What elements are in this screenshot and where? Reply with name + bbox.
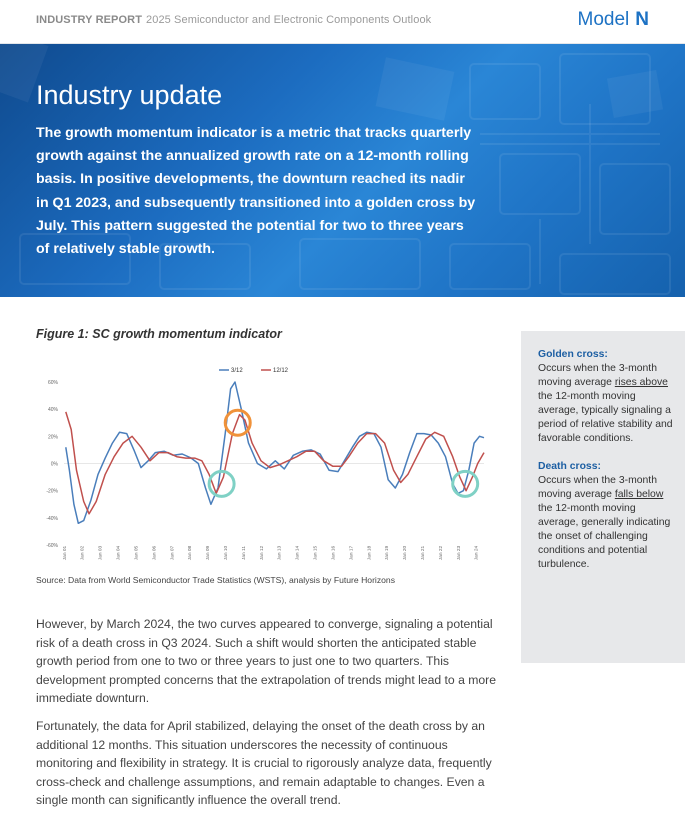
report-title: 2025 Semiconductor and Electronic Components Outlook <box>146 14 432 26</box>
x-tick-label: Jan 16 <box>331 545 337 561</box>
y-tick-label: -60% <box>46 543 58 549</box>
golden-cross-key-phrase: rises above <box>614 377 668 388</box>
y-tick-label: 0% <box>50 461 58 468</box>
x-tick-label: Jan 19 <box>385 545 391 561</box>
x-tick-label: Jan 09 <box>206 545 212 561</box>
legend-label: 12/12 <box>273 368 289 374</box>
golden-cross-text-start: Occurs when the 3-month moving average <box>538 363 657 388</box>
x-tick-label: Jan 21 <box>421 545 426 561</box>
x-tick-label: Jan 18 <box>367 545 373 561</box>
model-n-logo <box>578 9 649 31</box>
x-tick-label: Jan 10 <box>223 545 229 561</box>
x-tick-label: Jan 03 <box>98 545 104 561</box>
logo-letter: N <box>635 9 649 30</box>
death-cross-description <box>538 474 675 572</box>
figure-source: Source: Data from World Semiconductor Trade Statistics (WSTS), analysis by Future Horizons <box>36 575 395 585</box>
y-tick-label: -20% <box>46 488 58 495</box>
death-cross-text-end: the 12-month moving average, generally indicating the onset of challenging conditions and potential turbulence. <box>538 503 671 570</box>
death-cross-key-phrase: falls below <box>614 489 664 500</box>
report-category: INDUSTRY REPORT <box>36 14 143 26</box>
y-tick-label: 60% <box>47 380 58 386</box>
x-tick-label: Jan 02 <box>80 545 86 561</box>
body-paragraph-2: Fortunately, the data for April stabilized, delaying the onset of the death cross by an additional 12 months. This situation underscores the necessity of continuous monitoring and flexibility in strategy. It is crucial to rigorously analyze data, frequently cross-check and challenge assumptions, and remain adaptable to changes. Even a single month can significantly influence the overall trend. <box>36 718 492 808</box>
x-tick-label: Jan 08 <box>188 545 194 561</box>
logo-word: Model <box>577 9 630 30</box>
figure-title: Figure 1: SC growth momentum indicator <box>36 327 282 341</box>
x-tick-label: Jan 20 <box>403 545 409 561</box>
x-tick-label: Jan 01 <box>62 545 68 561</box>
x-tick-label: Jan 22 <box>438 545 444 561</box>
golden-cross-label: Golden cross: <box>538 349 608 360</box>
x-tick-label: Jan 04 <box>116 545 122 561</box>
x-tick-label: Jan 15 <box>313 545 319 561</box>
report-header <box>0 0 685 44</box>
hero-banner <box>0 44 685 297</box>
death-cross-text-start: Occurs when the 3-month moving average <box>538 475 657 500</box>
growth-momentum-chart <box>34 362 489 572</box>
x-tick-label: Jan 05 <box>134 545 140 561</box>
x-tick-label: Jan 12 <box>259 545 265 561</box>
x-tick-label: Jan 07 <box>170 545 176 561</box>
y-tick-label: 20% <box>47 434 58 441</box>
body-text <box>36 615 498 819</box>
y-tick-label: -40% <box>46 515 58 522</box>
x-tick-label: Jan 14 <box>295 545 301 561</box>
x-tick-label: Jan 11 <box>241 545 247 561</box>
series-line-three-month <box>66 382 484 523</box>
y-tick-label: 40% <box>47 407 58 414</box>
report-label <box>36 14 431 26</box>
legend-label: 3/12 <box>231 368 243 374</box>
page-title: Industry update <box>36 80 223 110</box>
x-tick-label: Jan 06 <box>152 545 158 561</box>
x-tick-label: Jan 23 <box>456 545 462 561</box>
death-cross-label: Death cross: <box>538 461 601 472</box>
hero-paragraph: The growth momentum indicator is a metric that tracks quarterly growth against the annualized growth rate on a 12-month rolling basis. In positive developments, the downturn reached its nadir in Q1 2023, and subsequently transitioned into a golden cross by July. This pattern suggested the potential for two to three years of relatively stable growth. <box>36 125 476 258</box>
golden-cross-description <box>538 362 675 446</box>
x-tick-label: Jan 17 <box>349 545 355 561</box>
x-tick-label: Jan 13 <box>277 545 283 561</box>
x-tick-label: Jan 24 <box>474 545 480 561</box>
golden-cross-text-end: the 12-month moving average, typically signaling a period of relative stability and favorable conditions. <box>538 391 673 444</box>
series-line-twelve-month <box>66 412 484 514</box>
body-paragraph-1: However, by March 2024, the two curves appeared to converge, signaling a potential risk of a death cross in Q3 2024. Such a shift would shorten the anticipated stable growth period from one to two or three years to just one to two quarters. This development prompted concerns that the extrapolation of trends might lead to a more immediate downturn. <box>36 617 497 706</box>
cross-definitions-sidebar <box>521 331 685 663</box>
